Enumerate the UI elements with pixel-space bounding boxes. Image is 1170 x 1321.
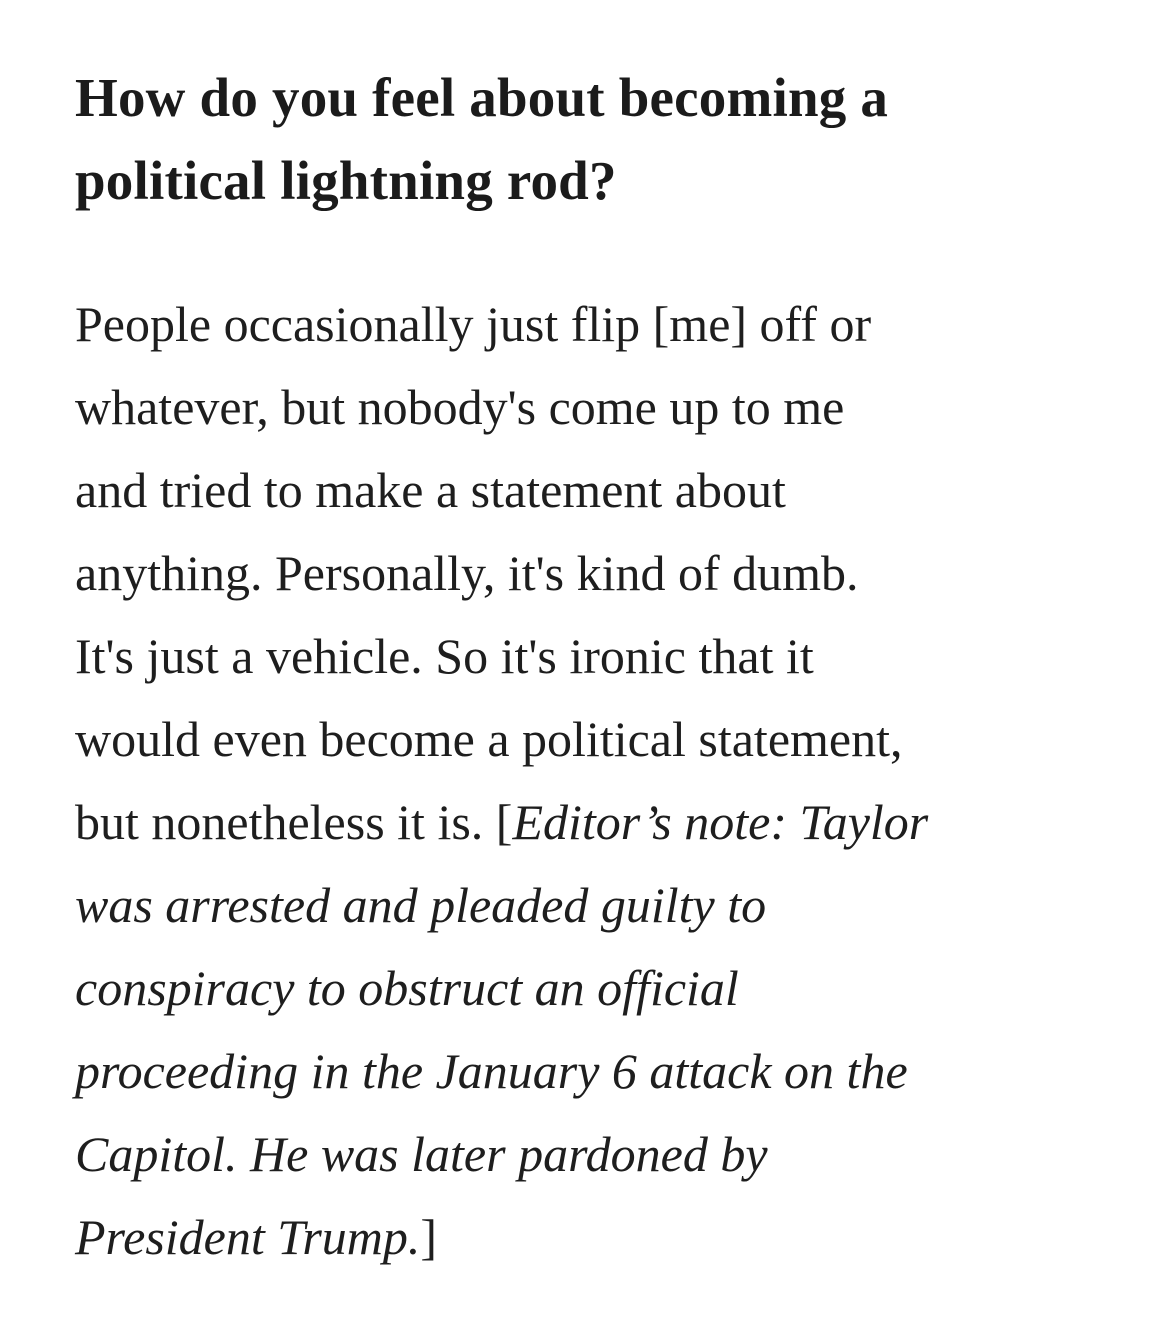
- paragraph-line: [75, 947, 1130, 1030]
- paragraph-line: [75, 1113, 1130, 1196]
- editor-note-text: proceeding in the January 6 attack on the: [75, 1043, 908, 1099]
- paragraph-line: [75, 698, 1130, 781]
- editor-note-text: was arrested and pleaded guilty to: [75, 877, 767, 933]
- answer-text: ]: [420, 1209, 438, 1265]
- paragraph-line: [75, 532, 1130, 615]
- heading-line: political lightning rod?: [75, 150, 617, 211]
- answer-text: People occasionally just flip [me] off or: [75, 296, 872, 352]
- paragraph-line: [75, 1196, 1130, 1279]
- heading-line: How do you feel about becoming a: [75, 67, 889, 128]
- answer-text: whatever, but nobody's come up to me: [75, 379, 845, 435]
- paragraph-line: [75, 366, 1130, 449]
- paragraph-line: [75, 615, 1130, 698]
- question-heading: [75, 56, 1130, 222]
- editor-note-text: conspiracy to obstruct an official: [75, 960, 739, 1016]
- answer-text: and tried to make a statement about: [75, 462, 786, 518]
- answer-text: anything. Personally, it's kind of dumb.: [75, 545, 859, 601]
- paragraph-line: [75, 781, 1130, 864]
- paragraph-line: [75, 449, 1130, 532]
- paragraph-line: [75, 283, 1130, 366]
- editor-note-text: Editor’s note: Taylor: [512, 794, 929, 850]
- paragraph-line: [75, 864, 1130, 947]
- answer-paragraph: [75, 283, 1130, 1279]
- answer-text: It's just a vehicle. So it's ironic that it: [75, 628, 814, 684]
- paragraph-line: [75, 1030, 1130, 1113]
- answer-text: would even become a political statement,: [75, 711, 903, 767]
- editor-note-text: Capitol. He was later pardoned by: [75, 1126, 768, 1182]
- answer-text: but nonetheless it is. [: [75, 794, 513, 850]
- editor-note-text: President Trump.: [75, 1209, 421, 1265]
